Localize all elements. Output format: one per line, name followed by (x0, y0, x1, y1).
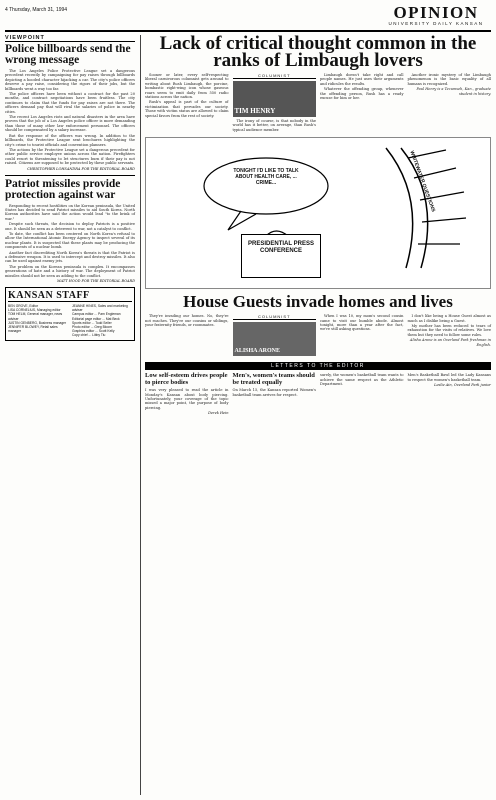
staff-line: Photo editor ... Greg Bloom (72, 325, 112, 330)
cartoon-ribbon-text: WHITEWATER QUESTIONS (408, 150, 437, 214)
column-2-body (145, 314, 491, 358)
paragraph: Another fact discrediting North Korea's threats is that the Patriot is a defensive weapon. It is used to intercept and destroy missiles. It also can be used against enemy jets. (5, 250, 135, 264)
staff-line: Editorial page editor ... Mat Beck (72, 316, 120, 321)
column-1-body (145, 73, 491, 133)
staff-line: Copy chief ... Libby Tiu (72, 333, 106, 338)
staff-line: LISA CORNELIUS, Managing editor (8, 308, 61, 313)
text-column (145, 73, 229, 133)
editorial-column (5, 35, 135, 341)
letters-banner: LETTERS TO THE EDITOR (145, 362, 491, 370)
column-tagline: Alisha Arone is an Overland Park freshman in English. (409, 338, 491, 347)
column-headline-1: Lack of critical thought common in the ranks of Limbaugh lovers (159, 33, 477, 71)
column-rule (140, 35, 141, 795)
columnist-box (233, 314, 317, 358)
editorial-kicker: VIEWPOINT (5, 35, 135, 42)
editorial-body-2 (5, 204, 135, 279)
text-column (145, 314, 229, 358)
paragraph: Whatever the offending group, whenever the offending person, Rush has a ready excuse for him or her. (320, 87, 404, 101)
paragraph: My mother has been reduced to tears of exhaustion for the visits of relatives. We love them but they need to follow some rules. (407, 324, 491, 337)
paragraph: The Los Angeles Police Protective League set a dangerous precedent recently by campaigning for pay raises through billboards depicting a hooded character hijacking a car. The city's police officers deserve a pay raise, considering the rigors of their jobs, but the billboards went a way too far. (5, 69, 135, 91)
staff-line: Campus editor ... Pam Engleman (72, 312, 121, 317)
letter-text: On March 15, the Kansan reported Women's basketball team arrives for respect. (232, 388, 316, 397)
staff-box (5, 287, 135, 341)
letters-body (145, 373, 491, 415)
section-flag (381, 4, 491, 26)
letter (233, 373, 317, 415)
letter-signature: Leslie Ain, Overland Park junior (434, 383, 491, 388)
editorial-headline-1: Police billboards send the wrong message (5, 43, 131, 66)
text-column (408, 314, 492, 358)
paragraph: But the response of the officers was wrong. In addition to the billboards, the Protective League sent brochures highlighting the city's crime to tourist officials and convention planners. (5, 133, 135, 147)
text-column (320, 314, 404, 358)
editorial-byline-2: MATT HOOD FOR THE EDITORIAL BOARD (57, 279, 135, 284)
staff-line: BEN GROVE, Editor (8, 304, 39, 309)
columnist-name: ALISHA ARONE (234, 348, 281, 355)
columnist-box (233, 73, 317, 133)
paragraph: To date, the conflict has been centered on North Korea's refusal to allow the International Atomic Energy Agency to inspect several of its nuclear plants. It is suspected that these plants may be producing the components of a nuclear bomb. (5, 231, 135, 250)
staff-line: TOM HELM, General manager, news adviser (8, 312, 63, 321)
columnist-photo (233, 81, 317, 117)
paragraph: They're invading our homes. No, they're not roaches. They're our cousins or siblings, your fraternity friends, or roommates. (145, 314, 229, 328)
columnist-name: TIM HENRY (234, 107, 276, 115)
letter-signature: Derek Hein (208, 411, 229, 416)
paragraph: The irony of course, is that nobody in the world has it better, on average, than Rush's typical audience member. (232, 119, 316, 132)
paragraph: Limbaugh doesn't take right and call people names. He just uses their arguments and ridicules the results. (320, 73, 404, 86)
editorial-body-1 (5, 69, 135, 166)
section-title: OPINION (393, 3, 479, 22)
letter-text: I was very pleased to read the article in Monday's Kansan about body piercing. Unfortunately, your coverage of the topic missed a major point, the purpose of body piercing. (145, 388, 229, 410)
staff-line: Graphics editor ... Scott Kelly (72, 329, 115, 334)
staff-line: JEANNE HINES, Sales and marketing adviser (72, 304, 128, 313)
letter (408, 373, 492, 415)
paragraph: Another ironic mystery of the Limbaugh phenomenon is the basic equality of all humans is recognized. (407, 73, 491, 86)
cartoon-podium: PRESIDENTIAL PRESS CONFERENCE (241, 234, 321, 278)
paragraph: The actions by the Protective League set a dangerous precedent for other public service employee unions across the nation. Firefighters could resort to threatening to let structures burn if their pay is not raised. Citizens are supposed to be protected by these public servants. (5, 147, 135, 166)
letter-headline: Men's, women's teams should be treated equally (232, 372, 315, 386)
letter-text: Men's Basketball Bawl led the Lady Kansans to respect the women's basketball team. (407, 373, 491, 382)
staff-line: JENNIFER BLOWEY, Retail sales manager (8, 325, 58, 334)
paragraph: I don't like being a House Guest almost as much as I dislike being a Guest. (407, 314, 491, 323)
letter-headline: Low self-esteem drives people to pierce bodies (145, 372, 228, 386)
editorial-headline-2: Patriot missiles provide protection against war (5, 177, 121, 201)
letter (145, 373, 229, 415)
masthead (5, 4, 491, 32)
column-tagline: Paul Henry is a Tecumseh, Kan., graduate student in history. (416, 87, 491, 96)
text-column (408, 73, 492, 133)
columnist-photo (233, 322, 317, 356)
columnist-label: COLUMNIST (233, 314, 317, 320)
paragraph: Despite such threats, the decision to deploy Patriots is a positive one. It should be seen as a deterrent to war, not a catalyst to conflict. (5, 222, 135, 231)
paragraph: Responding to recent hostilities on the Korean peninsula, the United States has decided to send Patriot missiles to aid South Korea. North Korean authorities have said the action would lead "to the brink of war." (5, 203, 135, 221)
paragraph: The police officers have been without a contract for the past 20 months, and contract negotiations have been fruitless. The city continues to claim that the funds for pay raises are not there. The officers demand pay that will rival the salaries of police in nearby cities. (5, 92, 135, 114)
letter (320, 373, 404, 415)
paragraph: Rush's appeal is part of the culture of victimization that pervades our society. Those with victim status are allowed to claim special favors from the rest of society. (145, 100, 229, 118)
text-column (320, 73, 404, 133)
main-area (145, 33, 491, 415)
letter-text: surely, the women's basketball team wants to achieve the same respect as the Athletic Department. (320, 373, 404, 387)
paragraph: The recent Los Angeles riots and natural disasters in the area have proven that the job of a Los Angeles police officer is more demanding than those of many other law enforcement personnel. The officers should be compensated by a salary increase. (5, 115, 135, 133)
columnist-label: COLUMNIST (233, 73, 317, 79)
editorial-byline-1: CHRISTOPHER LOHSANDRA FOR THE EDITORIAL BOARD (27, 166, 135, 171)
paragraph: Sooner or later, every self-respecting liberal carnivorous columnist gets around to writing about Rush Limbaugh, the porcine, bombastic right-wing icon whose gaseous roars seem to emit daily from 550 radio stations across the nation. (145, 73, 229, 100)
divider (5, 175, 135, 176)
staff-title: KANSAN STAFF (8, 290, 132, 302)
page-date-line: 4 Thursday, March 31, 1994 (5, 7, 68, 13)
staff-line: Sports editor ... Todd Seiler (72, 320, 112, 325)
column-headline-2: House Guests invade homes and lives (183, 292, 453, 312)
cartoon-speech: TONIGHT I'D LIKE TO TALK ABOUT HEALTH CARE, ... CRIME... (233, 168, 299, 187)
staff-list (8, 304, 132, 338)
paragraph: When I was 10, my mom's second cousin came to visit our humble abode. Almost tonight, more than a year after the fact, we're still asking questions. (320, 314, 404, 332)
staff-line: JUSTIN GENBERG, Business manager (8, 320, 67, 325)
editorial-cartoon (145, 137, 491, 289)
text-column (233, 119, 317, 132)
paragraph: The problem on the Korean peninsula is complex. It encompasses generations of hate and a history of war. The deployment of Patriot missiles should not be seen as adding to the conflict. (5, 264, 135, 278)
section-subtitle: UNIVERSITY DAILY KANSAN (388, 21, 484, 26)
